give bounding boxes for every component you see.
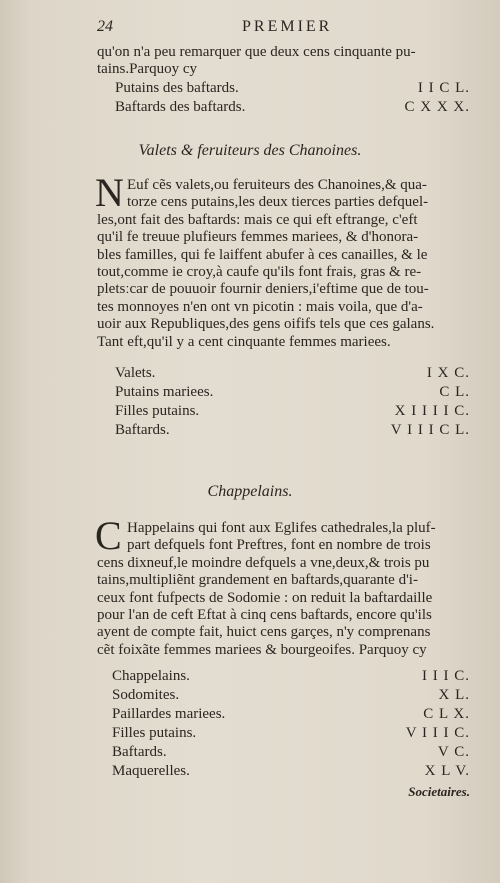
- list-item-value: V I I I C.: [405, 725, 470, 741]
- section-title: Valets & feruiteurs des Chanoines.: [138, 142, 362, 159]
- section-paragraph: [95, 170, 472, 351]
- section-title: Chappelains.: [207, 483, 293, 500]
- list-item-label: Filles putains.: [112, 725, 197, 741]
- list-item: [115, 384, 470, 403]
- text-line: Euf cẽs valets,ou feruiteurs des Chanoines,& qua-: [127, 177, 427, 193]
- top-list: [115, 80, 470, 118]
- section-paragraph: [95, 513, 472, 659]
- list-item-value: X L V.: [424, 763, 470, 779]
- list-item: [115, 422, 470, 441]
- list-item-value: V C.: [437, 744, 470, 760]
- list-item: [115, 99, 470, 118]
- text-line: ceux font fufpects de Sodomie : on reduit la baftardaille: [97, 589, 433, 606]
- list-item-value: I I I C.: [422, 668, 470, 684]
- catchword: Societaires.: [408, 784, 470, 799]
- list-item: [115, 365, 470, 384]
- list-item-label: Maquerelles.: [112, 763, 190, 779]
- text-line: pour l'an de ceft Eftat à cinq cens baftards, encore qu'ils: [97, 607, 432, 624]
- list-item: [112, 706, 470, 725]
- list-item-label: Sodomites.: [112, 687, 180, 703]
- section2-list: [112, 668, 470, 782]
- text-line: tes monnoyes n'en ont vn picotin : mais voila, que d'a-: [97, 298, 423, 315]
- text-line: qu'on n'a peu remarquer que deux cens cinquante pu-: [97, 44, 416, 60]
- drop-cap: C: [95, 513, 122, 558]
- text-line: tout,comme ie croy,à caufe qu'ils font frais, gras & re-: [97, 264, 422, 281]
- list-item-label: Putains des baftards.: [115, 80, 239, 96]
- list-item-label: Filles putains.: [115, 403, 200, 419]
- text-line: tains.Parquoy cy: [97, 61, 197, 78]
- list-item-value: I X C.: [426, 365, 470, 381]
- running-title: PREMIER: [242, 18, 333, 35]
- list-item-label: Valets.: [115, 365, 156, 381]
- list-item-label: Baftards des baftards.: [115, 99, 246, 115]
- text-line: cẽt foixãte femmes mariees & bourgeoifes. Parquoy cy: [97, 641, 427, 658]
- list-item-value: C L.: [439, 384, 470, 400]
- list-item-label: Putains mariees.: [115, 384, 214, 400]
- text-line: part defquels font Preftres, font en nombre de trois: [127, 537, 431, 554]
- section1-list: [115, 365, 470, 441]
- list-item: [112, 668, 470, 687]
- list-item-value: C X X X.: [404, 99, 470, 115]
- top-continuation: [97, 44, 472, 79]
- text-line: ayent de compte fait, huict cens garçes, n'y comprenans: [97, 624, 431, 641]
- text-line: uoir aux Republiques,des gens oififs tels que ces galans.: [97, 316, 435, 333]
- list-item-label: Baftards.: [115, 422, 170, 438]
- text-line: Happelains qui font aux Eglifes cathedrales,la pluf-: [127, 520, 436, 536]
- list-item-label: Baftards.: [112, 744, 167, 760]
- text-line: cens dixneuf,le moindre defquels a vne,deux,& trois pu: [97, 554, 430, 571]
- list-item-value: C L X.: [423, 706, 470, 722]
- text-line: Tant eft,qu'il y a cent cinquante femmes mariees.: [97, 333, 391, 350]
- list-item-value: I I C L.: [417, 80, 470, 96]
- text-line: tains,multipliẽnt grandement en baftards,quarante d'i-: [97, 572, 418, 589]
- text-line: les,ont fait des baftards: mais ce qui eft eftrange, c'eft: [97, 211, 418, 228]
- list-item: [115, 403, 470, 422]
- text-line: qu'il fe treuue plufieurs femmes mariees, & d'honora-: [97, 229, 419, 246]
- drop-cap: N: [95, 170, 124, 215]
- list-item: [115, 80, 470, 99]
- list-item-value: X I I I I C.: [394, 403, 470, 419]
- page-number: 24: [97, 18, 113, 35]
- list-item-value: X L.: [438, 687, 470, 703]
- list-item-label: Paillardes mariees.: [112, 706, 226, 722]
- list-item: [112, 744, 470, 763]
- list-item-label: Chappelains.: [112, 668, 190, 684]
- list-item: [112, 763, 470, 782]
- page-header: [97, 18, 468, 40]
- text-line: bles familles, qui fe laiffent abufer à ces canailles, & le: [97, 246, 428, 263]
- list-item: [112, 687, 470, 706]
- text-line: torze cens putains,les deux tierces parties defquel-: [127, 194, 429, 211]
- list-item: [112, 725, 470, 744]
- text-line: pletsːcar de pouuoir fournir deniers,i'eftime que de tou-: [97, 281, 429, 298]
- list-item-value: V I I I C L.: [390, 422, 470, 438]
